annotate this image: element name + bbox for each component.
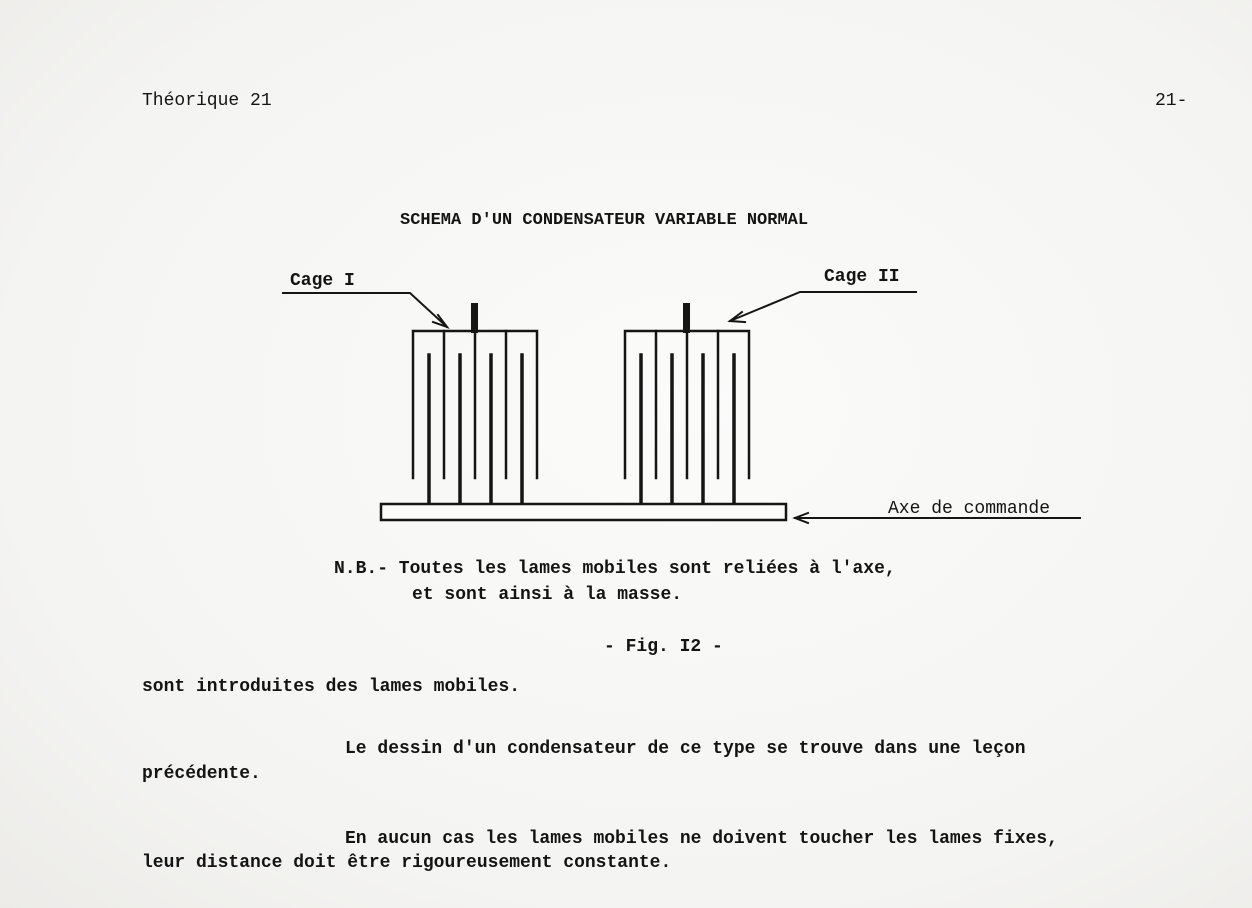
label-axe-de-commande: Axe de commande [888, 499, 1051, 519]
cage2-terminal [683, 303, 690, 333]
figure-note-line-1: N.B.- Toutes les lames mobiles sont reliées à l'axe, [334, 559, 896, 579]
body-paragraph-2-line-2: précédente. [142, 764, 261, 784]
cage2-fixed-plates [625, 331, 749, 478]
cage1-terminal [471, 303, 478, 333]
control-axis-bar [381, 504, 786, 520]
cage2-leader-line [730, 292, 916, 321]
figure-caption: - Fig. I2 - [604, 637, 723, 657]
figure-note-line-2: et sont ainsi à la masse. [412, 585, 683, 605]
figure-title: SCHEMA D'UN CONDENSATEUR VARIABLE NORMAL [400, 211, 809, 230]
page-header-title: Théorique 21 [142, 91, 272, 111]
cage1-fixed-plates [413, 331, 537, 478]
body-paragraph-1: sont introduites des lames mobiles. [142, 677, 521, 697]
body-paragraph-2-line-1: Le dessin d'un condensateur de ce type se trouve dans une leçon [345, 739, 1026, 759]
body-paragraph-3-line-2: leur distance doit être rigoureusement constante. [142, 853, 672, 873]
cage1-leader-line [283, 293, 447, 327]
label-cage-2: Cage II [824, 267, 900, 287]
page-number: 21- [1155, 91, 1188, 111]
body-paragraph-3-line-1: En aucun cas les lames mobiles ne doivent toucher les lames fixes, [345, 829, 1058, 849]
label-cage-1: Cage I [290, 271, 355, 291]
